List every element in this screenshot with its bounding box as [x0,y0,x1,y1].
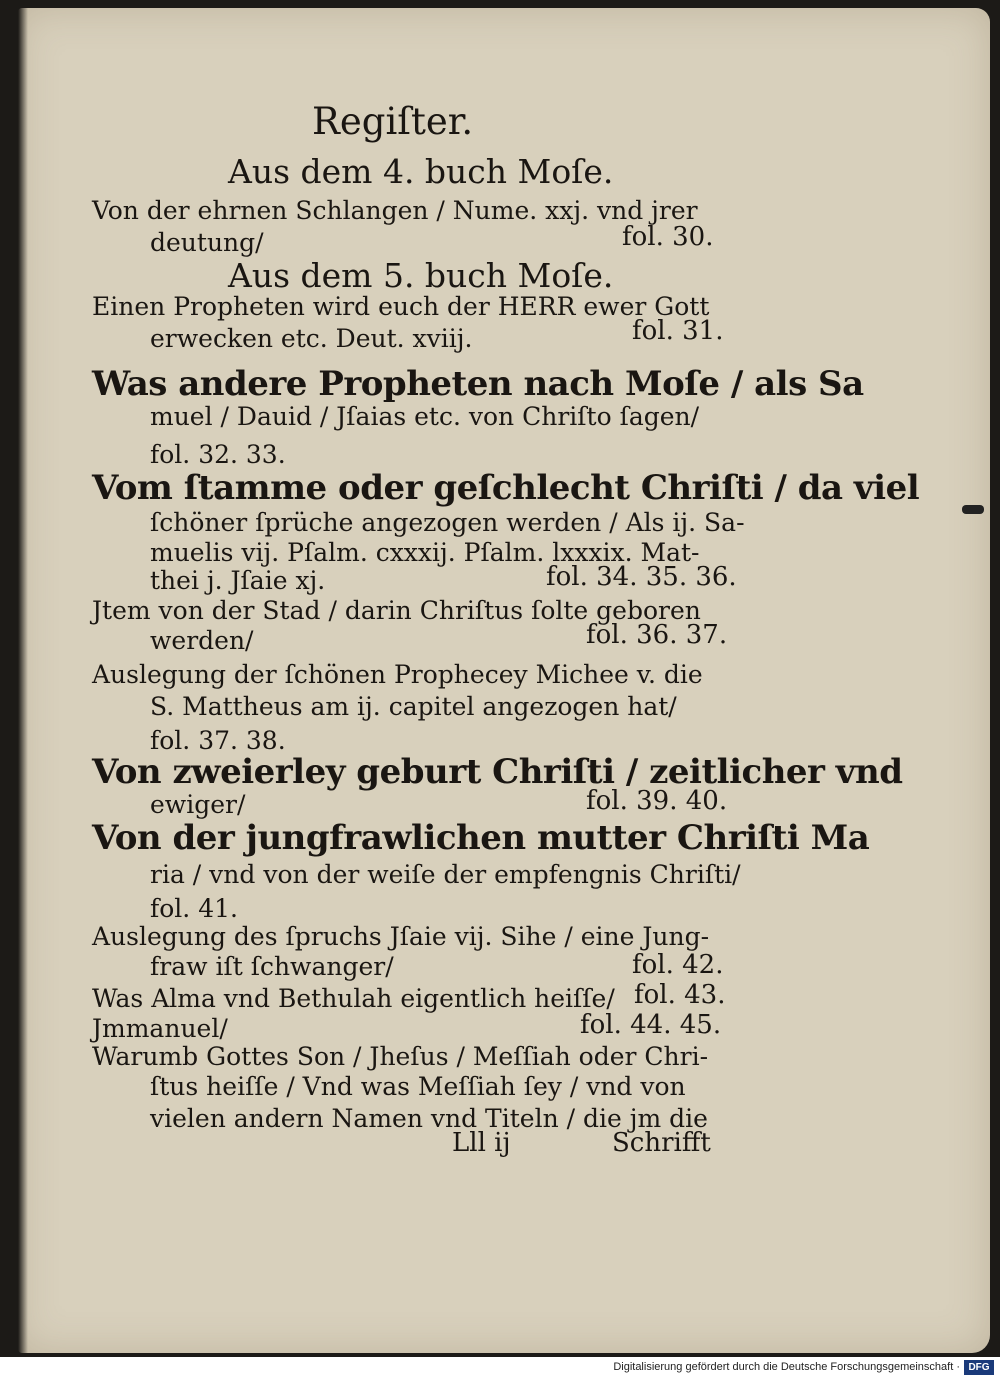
register-line: Von der ehrnen Schlangen / Nume. xxj. vnd jrer [92,196,698,225]
register-line: fol. 37. 38. [150,726,286,755]
folio-reference: fol. 39. 40. [586,786,728,816]
funding-credit: Digitalisierung gefördert durch die Deutsche Forschungsgemeinschaft · [613,1361,960,1373]
catchword: Schrifft [612,1128,711,1158]
register-line: Einen Propheten wird euch der HERR ewer Gott [92,292,710,321]
register-line: ſtus heiſſe / Vnd was Meſſiah ſey / vnd von [150,1072,686,1101]
register-line: Was andere Propheten nach Moſe / als Sa [92,364,864,404]
page-title: Regiſter. [312,100,474,143]
register-line: thei j. Jſaie xj. [150,566,326,595]
register-line: ſchöner ſprüche angezogen werden / Als ij. Sa- [150,508,745,537]
register-line: fol. 32. 33. [150,440,286,469]
register-line: vielen andern Namen vnd Titeln / die jm die [150,1104,708,1133]
folio-reference: fol. 42. [632,950,724,980]
register-line: muelis vij. Pſalm. cxxxij. Pſalm. lxxxix. Mat- [150,538,700,567]
register-line: Auslegung der ſchönen Prophecey Michee v. die [92,660,703,689]
register-line: Von zweierley geburt Chriſti / zeitlicher vnd [92,752,903,792]
register-line: Auslegung des ſpruchs Jſaie vij. Sihe / eine Jung- [92,922,710,951]
signature-mark: Lll ij [452,1128,511,1158]
register-line: ria / vnd von der weiſe der empfengnis Chriſti/ [150,860,741,889]
register-line: fraw iſt ſchwanger/ [150,952,394,981]
register-line: deutung/ [150,228,264,257]
folio-reference: fol. 34. 35. 36. [546,562,737,592]
binding-gutter [18,8,28,1353]
register-line: Warumb Gottes Son / Jheſus / Meſſiah oder Chri- [92,1042,709,1071]
dfg-logo: DFG [964,1360,994,1375]
folio-reference: fol. 44. 45. [580,1010,722,1040]
register-line: S. Mattheus am ij. capitel angezogen hat/ [150,692,677,721]
register-line: Was Alma vnd Bethulah eigentlich heiſſe/ [92,984,615,1013]
edge-mark [962,505,984,514]
folio-reference: fol. 43. [634,980,726,1010]
register-line: erwecken etc. Deut. xviij. [150,324,473,353]
folio-reference: fol. 30. [622,222,714,252]
register-line: ewiger/ [150,790,246,819]
register-line: Jtem von der Stad / darin Chriſtus ſolte geboren [92,596,701,625]
register-line: fol. 41. [150,894,238,923]
register-line: Von der jungfrawlichen mutter Chriſti Ma [92,818,870,858]
register-line: Jmmanuel/ [92,1014,228,1043]
register-line: Aus dem 4. buch Moſe. [228,152,614,191]
footer-bar [0,1357,1000,1379]
register-line: werden/ [150,626,254,655]
register-line: muel / Dauid / Jſaias etc. von Chriſto ſagen/ [150,402,700,431]
register-line: Aus dem 5. buch Moſe. [228,256,614,295]
folio-reference: fol. 31. [632,316,724,346]
register-line: Vom ſtamme oder geſchlecht Chriſti / da viel [92,468,920,508]
folio-reference: fol. 36. 37. [586,620,728,650]
